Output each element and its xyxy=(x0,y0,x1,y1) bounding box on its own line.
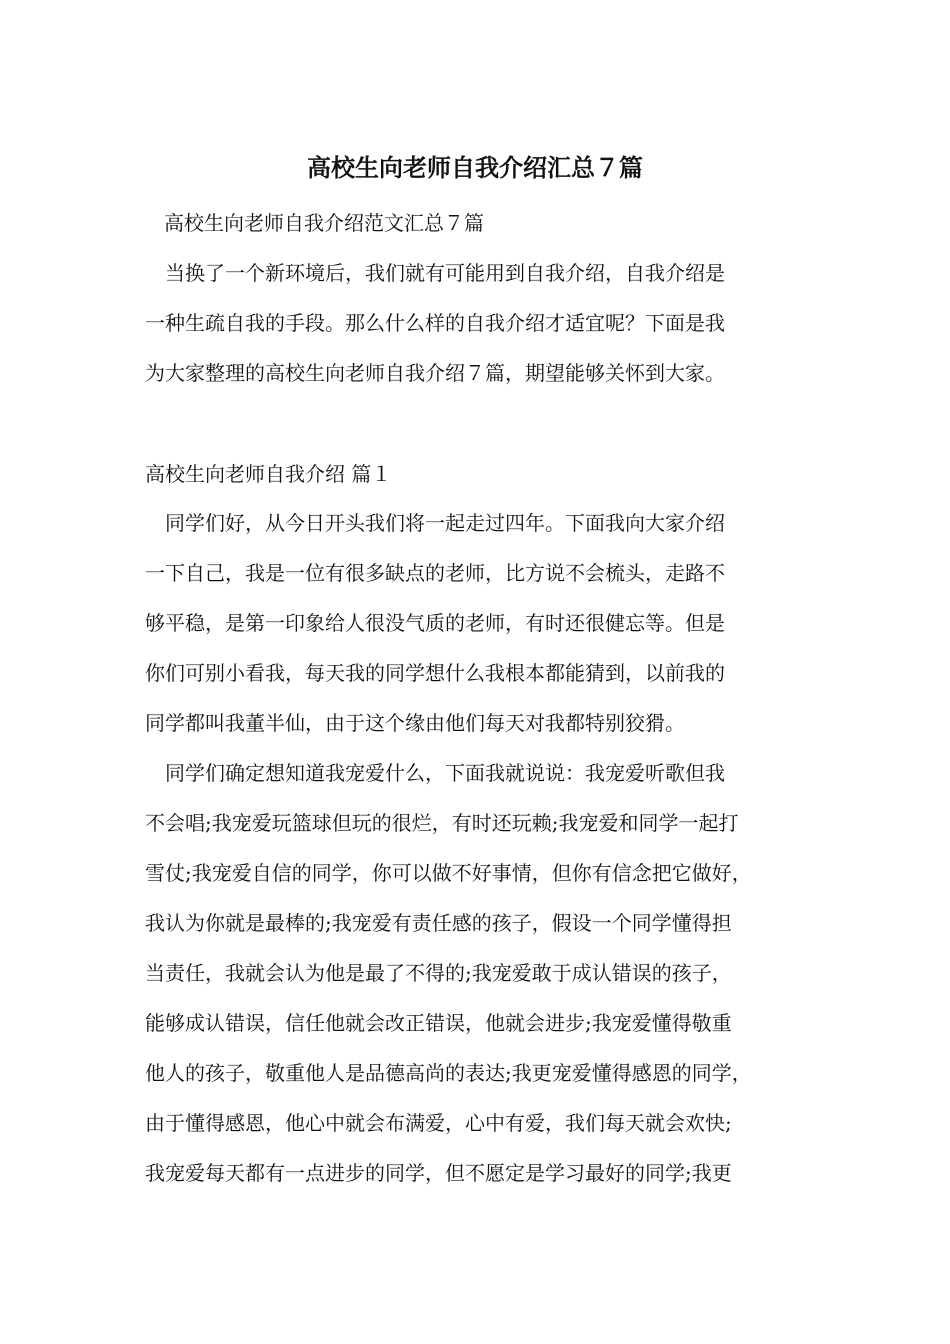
paragraph-line: 雪仗;我宠爱自信的同学，你可以做不好事情，但你有信念把它做好， xyxy=(145,861,752,885)
section-heading: 高校生向老师自我介绍 篇１ xyxy=(145,462,392,486)
paragraph-line: 够平稳，是第一印象给人很没气质的老师，有时还很健忘等。但是 xyxy=(145,611,725,635)
intro-line: 当换了一个新环境后，我们就有可能用到自我介绍，自我介绍是 xyxy=(145,261,725,285)
intro-paragraph xyxy=(145,257,835,407)
paragraph-line: 他人的孩子，敬重他人是品德高尚的表达;我更宠爱懂得感恩的同学， xyxy=(145,1061,752,1085)
document-title: 高校生向老师自我介绍汇总７篇 xyxy=(307,153,643,182)
paragraph-line: 同学们好，从今日开头我们将一起走过四年。下面我向大家介绍 xyxy=(165,511,725,535)
intro-line: 为大家整理的高校生向老师自我介绍７篇，期望能够关怀到大家。 xyxy=(145,361,725,385)
document-subtitle: 高校生向老师自我介绍范文汇总７篇 xyxy=(164,211,484,235)
paragraph-line: 我宠爱每天都有一点进步的同学，但不愿定是学习最好的同学;我更 xyxy=(145,1161,732,1185)
paragraph-line: 由于懂得感恩，他心中就会布满爱，心中有爱，我们每天就会欢快; xyxy=(145,1111,732,1135)
paragraph-line: 一下自己，我是一位有很多缺点的老师，比方说不会梳头，走路不 xyxy=(145,561,725,585)
intro-line: 一种生疏自我的手段。那么什么样的自我介绍才适宜呢？下面是我 xyxy=(145,311,725,335)
paragraph-line: 能够成认错误，信任他就会改正错误，他就会进步;我宠爱懂得敬重 xyxy=(145,1011,732,1035)
paragraph-line: 当责任，我就会认为他是最了不得的;我宠爱敢于成认错误的孩子， xyxy=(145,961,732,985)
paragraph-line: 同学都叫我董半仙，由于这个缘由他们每天对我都特别狡猾。 xyxy=(145,711,685,735)
paragraph-line: 你们可别小看我，每天我的同学想什么我根本都能猜到，以前我的 xyxy=(145,661,725,685)
paragraph-line: 同学们确定想知道我宠爱什么，下面我就说说：我宠爱听歌但我 xyxy=(165,761,725,785)
paragraph-line: 不会唱;我宠爱玩篮球但玩的很烂，有时还玩赖;我宠爱和同学一起打 xyxy=(145,811,739,835)
paragraph-2 xyxy=(145,757,835,1207)
paragraph-1 xyxy=(145,507,835,757)
paragraph-line: 我认为你就是最棒的;我宠爱有责任感的孩子，假设一个同学懂得担 xyxy=(145,911,732,935)
